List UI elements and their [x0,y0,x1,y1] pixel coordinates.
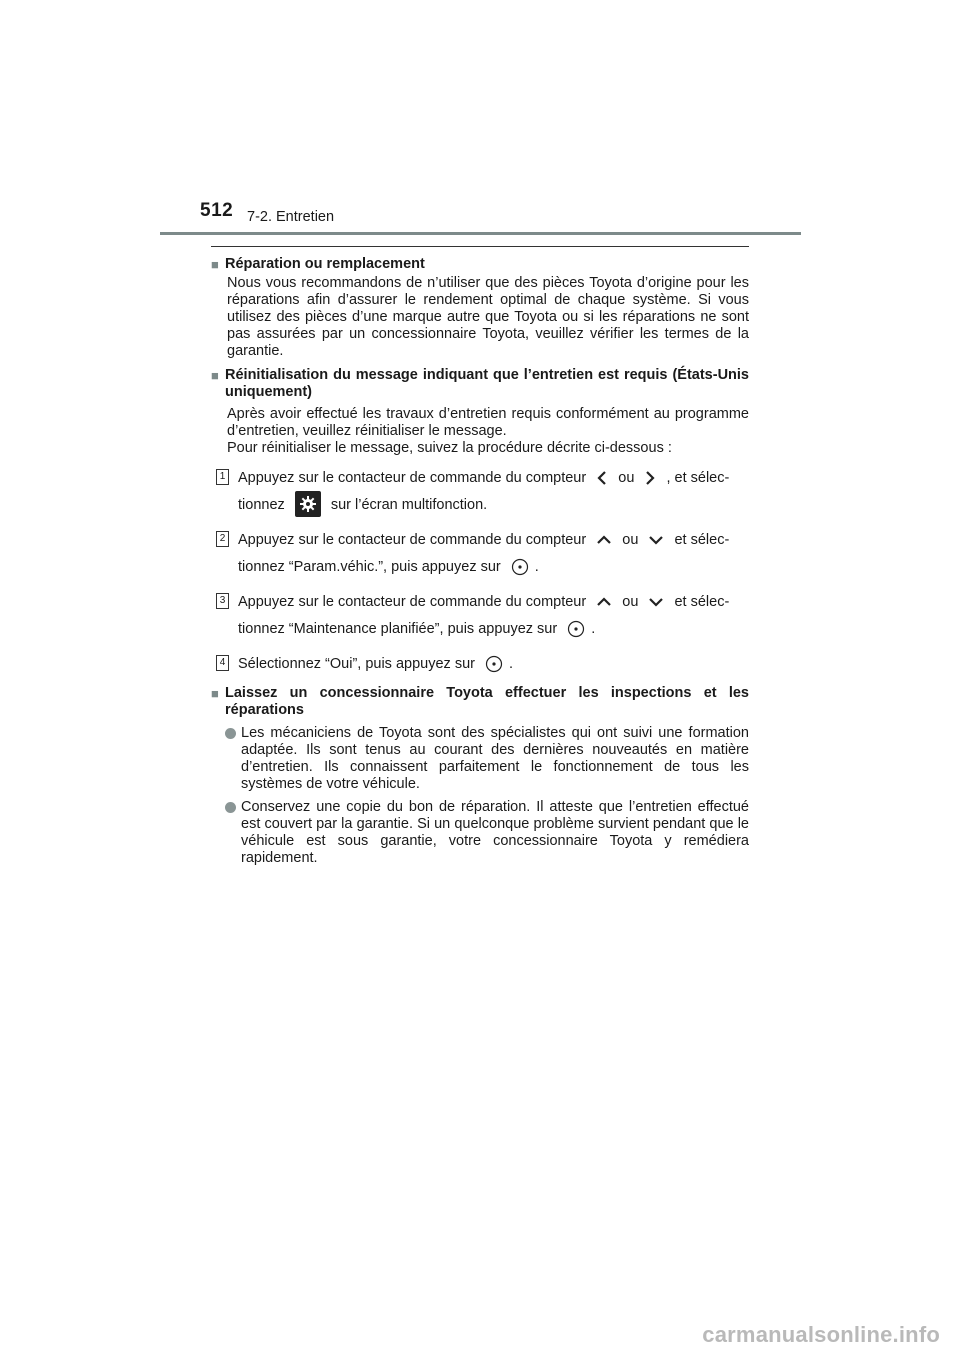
paragraph: Après avoir effectué les travaux d’entretien requis conformément au programme d’entretien, veuillez réinitialiser le message. [227,406,749,439]
chevron-up-icon [596,534,612,546]
enter-button-icon [567,620,585,638]
step-number: 1 [216,469,229,485]
page-number: 512 [200,200,234,221]
bullet-item: Conservez une copie du bon de réparation. Il atteste que l’entretien effectué est couvert par la garantie. Si un quelconque problème survient pendant que le véhicule est sous garantie, votre concessionnaire Toyota y remédiera rapidement. [211,799,749,867]
chevron-left-icon [596,470,608,486]
chevron-right-icon [644,470,656,486]
paragraph: Nous vous recommandons de n’utiliser que des pièces Toyota d’origine pour les réparations afin d’assurer le rendement optimal de chaque système. Si vous utilisez des pièces d’une marque autre que Toyota ou si les réparations ne sont pas assurées par un concessionnaire Toyota, veuillez vérifier les termes de la garantie. [227,275,749,359]
section-title: 7-2. Entretien [247,209,335,225]
step-number: 4 [216,655,229,671]
step-2: 2 Appuyez sur le contacteur de commande du compteur ou et sélec- tionnez “Param.véhic.”, puis appuyez sur . [211,527,749,581]
watermark: carmanualsonline.info [702,1322,940,1347]
section-dealer-service [211,685,749,867]
square-bullet-icon: ■ [211,368,219,383]
section-heading: ■ Réinitialisation du message indiquant que l’entretien est requis (États-Unis uniquement) [211,367,749,400]
paragraph: Pour réinitialiser le message, suivez la procédure décrite ci-dessous : [227,440,672,456]
section-heading: ■ Laissez un concessionnaire Toyota effectuer les inspections et les réparations [211,685,749,718]
enter-button-icon [485,655,503,673]
round-bullet-icon [225,802,236,813]
step-1: 1 Appuyez sur le contacteur de commande du compteur ou , et sélec- tionnez sur l’écran multifonction. [211,465,749,519]
round-bullet-icon [225,728,236,739]
enter-button-icon [511,558,529,576]
section-heading: ■ Réparation ou remplacement [211,256,425,272]
section-repair [211,256,749,360]
step-number: 3 [216,593,229,609]
step-3: 3 Appuyez sur le contacteur de commande du compteur ou et sélec- tionnez “Maintenance planifiée”, puis appuyez sur . [211,589,749,643]
settings-gear-icon [295,491,321,517]
step-number: 2 [216,531,229,547]
page-content [211,256,749,874]
square-bullet-icon: ■ [211,257,219,272]
header-rule [160,232,801,235]
content-rule [211,246,749,247]
chevron-down-icon [648,534,664,546]
chevron-down-icon [648,596,664,608]
step-4: 4 Sélectionnez “Oui”, puis appuyez sur . [211,651,749,678]
chevron-up-icon [596,596,612,608]
section-maintenance-reset [211,367,749,678]
bullet-item: Les mécaniciens de Toyota sont des spécialistes qui ont suivi une formation adaptée. Ils sont tenus au courant des dernières nouveautés en matière d’entretien. Ils connaissent parfaitement le fonctionnement de tous les systèmes de votre véhicule. [211,725,749,793]
square-bullet-icon: ■ [211,686,219,701]
